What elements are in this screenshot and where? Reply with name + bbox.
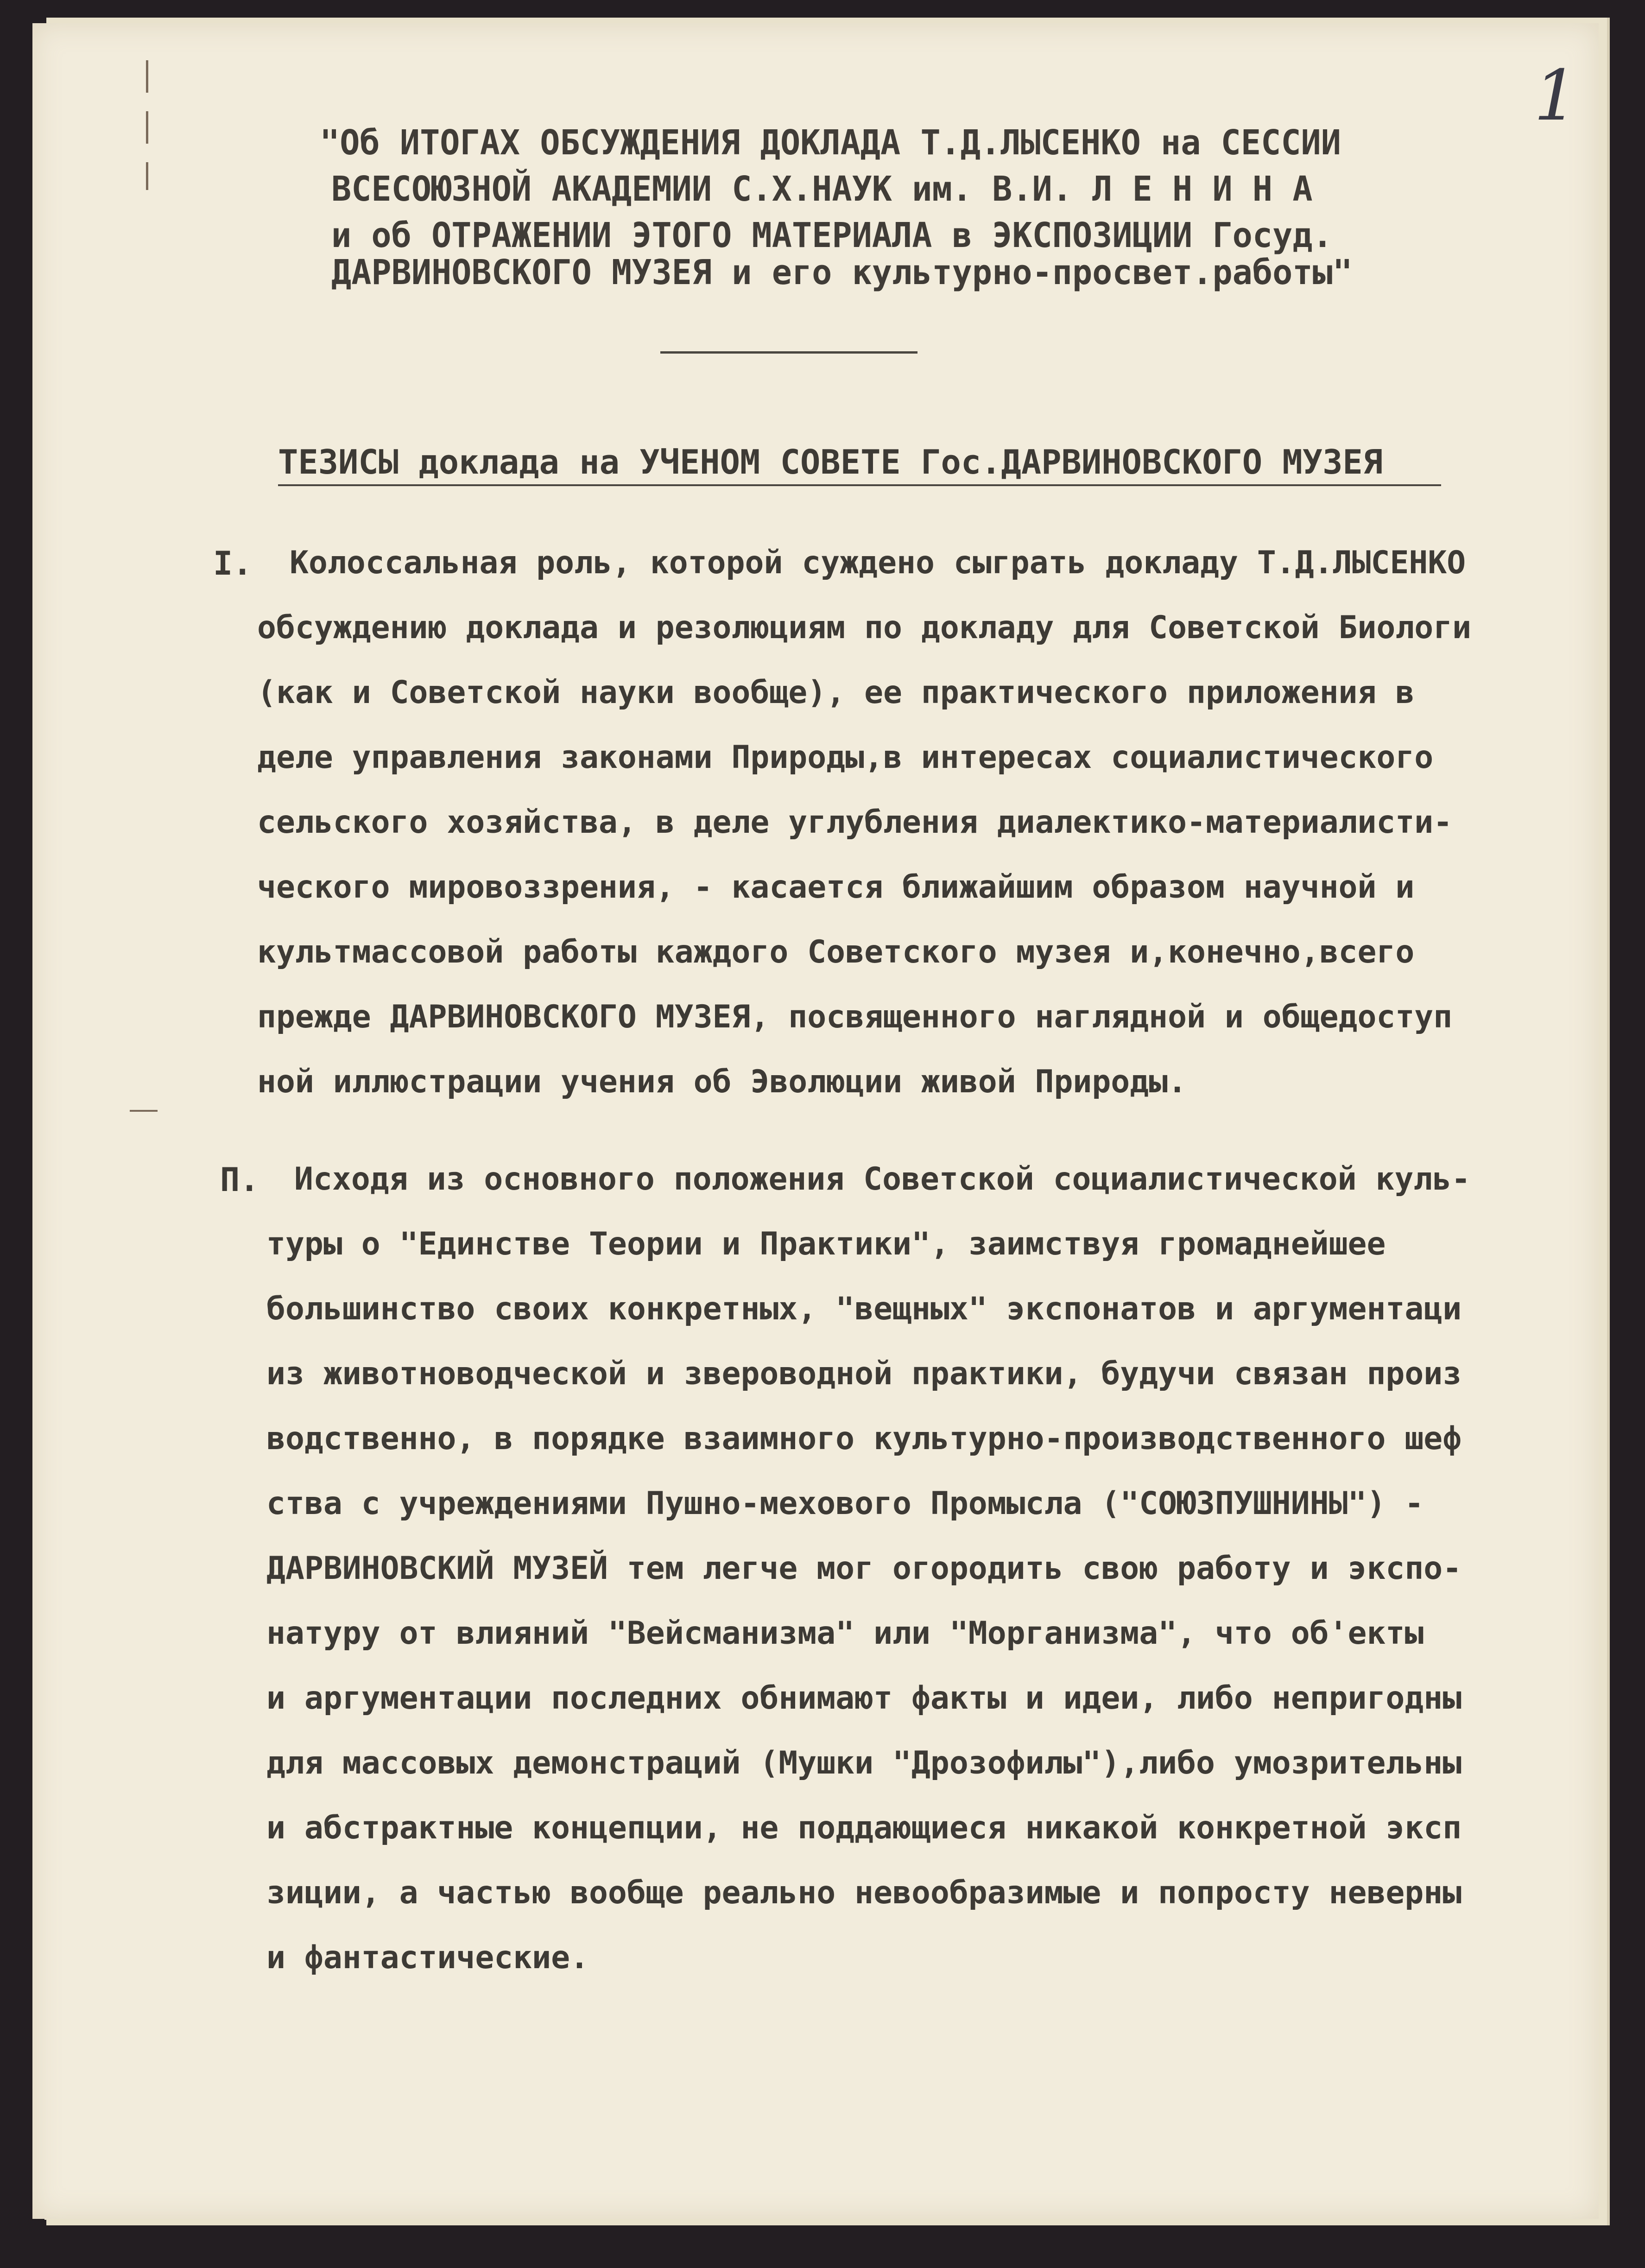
subtitle: ТЕЗИСЫ доклада на УЧЕНОМ СОВЕТЕ Гос.ДАРВИНОВСКОГО МУЗЕЯ — [278, 443, 1383, 481]
section-2-line-4: из животноводческой и звероводной практики, будучи связан произ — [266, 1356, 1462, 1392]
section-2-line-7: ДАРВИНОВСКИЙ МУЗЕЙ тем легче мог огородить свою работу и экспо- — [266, 1550, 1462, 1587]
subtitle-underline — [278, 484, 1441, 486]
section-1-line-3: (как и Советской науки вообще), ее практического приложения в — [257, 674, 1415, 711]
section-2-line-5: водственно, в порядке взаимного культурно-производственного шеф — [266, 1420, 1462, 1457]
section-2-line-13: и фантастические. — [266, 1939, 589, 1976]
title-line-3: и об ОТРАЖЕНИИ ЭТОГО МАТЕРИАЛА в ЭКСПОЗИЦИИ Госуд. — [331, 215, 1333, 255]
section-2-line-11: и абстрактные концепции, не поддающиеся никакой конкретной эксп — [266, 1810, 1462, 1846]
title-line-1: "Об ИТОГАХ ОБСУЖДЕНИЯ ДОКЛАДА Т.Д.ЛЫСЕНКО на СЕССИИ — [320, 123, 1341, 163]
section-1-line-4: деле управления законами Природы,в интересах социалистического — [257, 739, 1434, 776]
section-2-line-8: натуру от влияний "Вейсманизма" или "Морганизма", что об'екты — [266, 1615, 1424, 1652]
section-2-line-12: зиции, а частью вообще реально невообразимые и попросту неверны — [266, 1875, 1462, 1911]
section-number: I. — [213, 545, 253, 583]
title-line-4: ДАРВИНОВСКОГО МУЗЕЯ и его культурно-просвет.работы" — [331, 253, 1353, 292]
section-2-line-3: большинство своих конкретных, "вещных" экспонатов и аргументаци — [266, 1291, 1462, 1327]
section-1-line-5: сельского хозяйства, в деле углубления диалектико-материалисти- — [257, 804, 1453, 841]
section-1-line-1: Колоссальная роль, которой суждено сыграть докладу Т.Д.ЛЫСЕНКО — [290, 545, 1466, 581]
margin-mark — [146, 111, 148, 144]
section-2-line-10: для массовых демонстраций (Мушки "Дрозофилы"),либо умозрительны — [266, 1745, 1462, 1781]
title-line-2: ВСЕСОЮЗНОЙ АКАДЕМИИ С.Х.НАУК им. В.И. Л Е Н И Н А — [331, 169, 1313, 209]
section-1-line-7: культмассовой работы каждого Советского музея и,конечно,всего — [257, 934, 1415, 970]
section-1-line-9: ной иллюстрации учения об Эволюции живой Природы. — [257, 1064, 1187, 1100]
document-page — [32, 23, 1599, 2219]
section-1-line-8: прежде ДАРВИНОВСКОГО МУЗЕЯ, посвященного наглядной и общедоступ — [257, 999, 1453, 1035]
section-2-line-6: ства с учреждениями Пушно-мехового Промысла ("СОЮЗПУШНИНЫ") - — [266, 1485, 1424, 1522]
margin-mark — [146, 162, 148, 190]
section-2-line-1: Исходя из основного положения Советской социалистической куль- — [294, 1161, 1471, 1197]
margin-mark — [146, 60, 148, 93]
separator-rule — [660, 351, 917, 354]
section-2-line-2: туры о "Единстве Теории и Практики", заимствуя громаднейшее — [266, 1226, 1386, 1262]
section-number: П. — [220, 1161, 259, 1199]
section-2-line-9: и аргументации последних обнимают факты и идеи, либо непригодны — [266, 1680, 1462, 1717]
page-number: 1 — [1534, 56, 1578, 136]
section-1-line-6: ческого мировоззрения, - касается ближайшим образом научной и — [257, 869, 1415, 906]
margin-mark — [130, 1110, 158, 1112]
section-1-line-2: обсуждению доклада и резолюциям по докладу для Советской Биологи — [257, 609, 1472, 646]
